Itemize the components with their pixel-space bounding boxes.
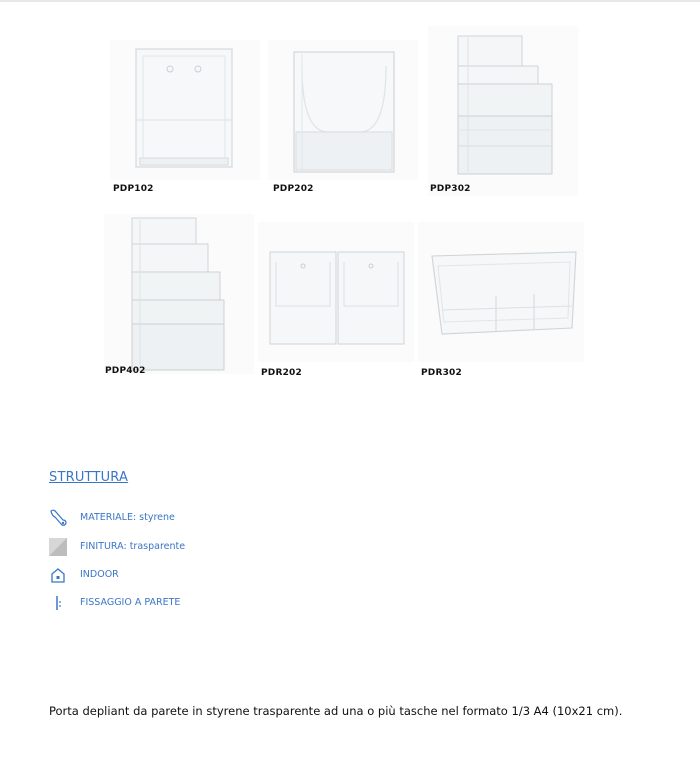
pdp302-image — [428, 26, 578, 196]
pdp102-image — [110, 40, 260, 180]
product-pdp202[interactable] — [268, 40, 418, 202]
product-code: PDR202 — [261, 368, 302, 378]
product-pdp102[interactable] — [110, 40, 260, 202]
top-divider — [0, 0, 700, 2]
finish-swatch-icon — [48, 537, 68, 557]
product-code: PDR302 — [421, 368, 462, 378]
pdr202-image — [258, 222, 414, 362]
product-code: PDP202 — [273, 184, 314, 194]
product-code: PDP102 — [113, 184, 154, 194]
product-pdp302[interactable] — [428, 26, 578, 202]
product-description: Porta depliant da parete in styrene trasparente ad una o più tasche nel formato 1/3 A4 (10x21 cm). — [49, 704, 623, 718]
wrench-icon — [48, 508, 68, 528]
product-pdr202[interactable] — [258, 222, 414, 384]
spec-label: INDOOR — [80, 569, 119, 580]
section-title: STRUTTURA — [49, 470, 129, 485]
spec-label: FINITURA: trasparente — [80, 541, 186, 552]
pdp202-image — [268, 40, 418, 180]
product-code: PDP402 — [105, 366, 146, 376]
pdr302-image — [418, 222, 584, 362]
wall-mount-icon — [48, 593, 68, 613]
product-pdr302[interactable] — [418, 222, 584, 384]
spec-label: FISSAGGIO A PARETE — [80, 597, 181, 608]
spec-label: MATERIALE: styrene — [80, 512, 175, 523]
product-pdp402[interactable] — [104, 214, 254, 384]
product-code: PDP302 — [430, 184, 471, 194]
pdp402-image — [104, 214, 254, 374]
indoor-house-icon — [48, 565, 68, 585]
